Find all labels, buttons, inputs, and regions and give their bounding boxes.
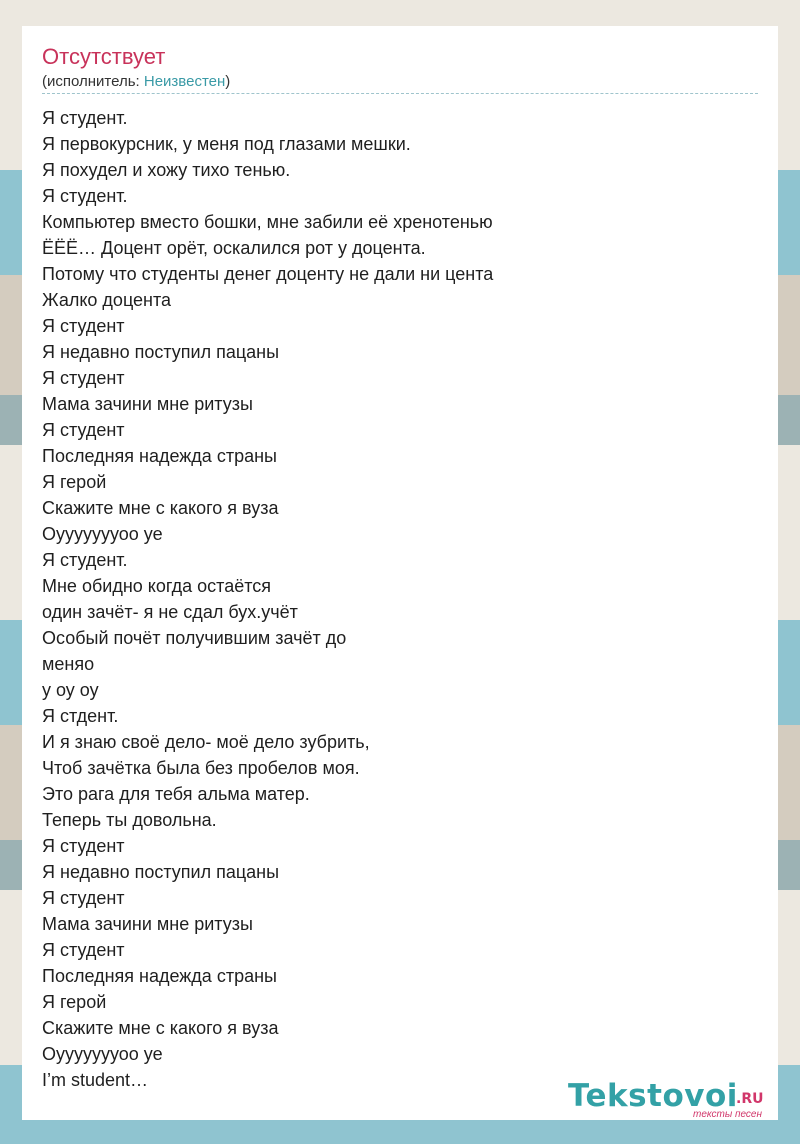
lyric-line: меняо: [42, 654, 95, 674]
logo-tagline: тексты песен: [693, 1109, 762, 1120]
title-divider: [42, 93, 758, 94]
lyric-line: у оу оу: [42, 680, 99, 700]
lyric-line: И я знаю своё дело- моё дело зубрить,: [42, 732, 370, 752]
lyric-line: Последняя надежда страны: [42, 966, 277, 986]
lyric-line: Я недавно поступил пацаны: [42, 342, 280, 362]
lyric-line: один зачёт- я не сдал бух.учёт: [42, 602, 298, 622]
lyric-line: Я первокурсник, у меня под глазами мешки.: [42, 134, 411, 154]
artist-line: [42, 73, 230, 91]
lyric-line: Теперь ты довольна.: [42, 810, 217, 830]
lyrics-card: [22, 26, 778, 1120]
lyric-line: Оуууууууоо уе: [42, 524, 163, 544]
artist-prefix: (исполнитель:: [42, 73, 144, 90]
lyric-line: Я студент: [42, 420, 125, 440]
lyric-line: Я студент: [42, 368, 125, 388]
artist-suffix: ): [225, 73, 231, 90]
tekstovoi-logo[interactable]: [568, 1079, 774, 1119]
lyric-line: Я недавно поступил пацаны: [42, 862, 280, 882]
lyric-line: Я студент: [42, 940, 125, 960]
lyric-line: Я студент: [42, 888, 125, 908]
lyric-line: Я герой: [42, 472, 107, 492]
lyric-line: Компьютер вместо бошки, мне забили её хренотенью: [42, 212, 493, 232]
lyric-line: Я студент.: [42, 108, 128, 128]
lyric-line: Я герой: [42, 992, 107, 1012]
lyric-line: Это рага для тебя альма матер.: [42, 784, 310, 804]
lyric-line: Чтоб зачётка была без пробелов моя.: [42, 758, 360, 778]
lyric-line: ЁЁЁ… Доцент орёт, оскалился рот у доцента.: [42, 238, 426, 258]
lyric-line: Мама зачини мне ритузы: [42, 394, 253, 414]
lyric-line: Жалко доцента: [42, 290, 172, 310]
lyric-line: Я похудел и хожу тихо тенью.: [42, 160, 291, 180]
lyric-line: Мама зачини мне ритузы: [42, 914, 253, 934]
lyric-line: Скажите мне с какого я вуза: [42, 498, 279, 518]
lyric-line: Я студент.: [42, 550, 128, 570]
lyric-line: Мне обидно когда остаётся: [42, 576, 271, 596]
lyric-line: I’m student…: [42, 1070, 149, 1090]
song-title: Отсутствует: [42, 44, 166, 69]
lyric-line: Последняя надежда страны: [42, 446, 277, 466]
lyric-line: Оуууууууоо уе: [42, 1044, 163, 1064]
lyric-line: Потому что студенты денег доценту не дали ни цента: [42, 264, 494, 284]
lyric-line: Я стдент.: [42, 706, 119, 726]
lyric-line: Я студент.: [42, 186, 128, 206]
lyric-line: Особый почёт получившим зачёт до: [42, 628, 347, 648]
lyric-line: Скажите мне с какого я вуза: [42, 1018, 279, 1038]
lyric-line: Я студент: [42, 836, 125, 856]
artist-link[interactable]: Неизвестен: [143, 73, 226, 90]
logo-wordmark: Tekstovoi: [568, 1078, 738, 1114]
lyric-line: Я студент: [42, 316, 125, 336]
lyrics-text: [42, 105, 493, 1093]
logo-tld: .RU: [736, 1091, 764, 1107]
